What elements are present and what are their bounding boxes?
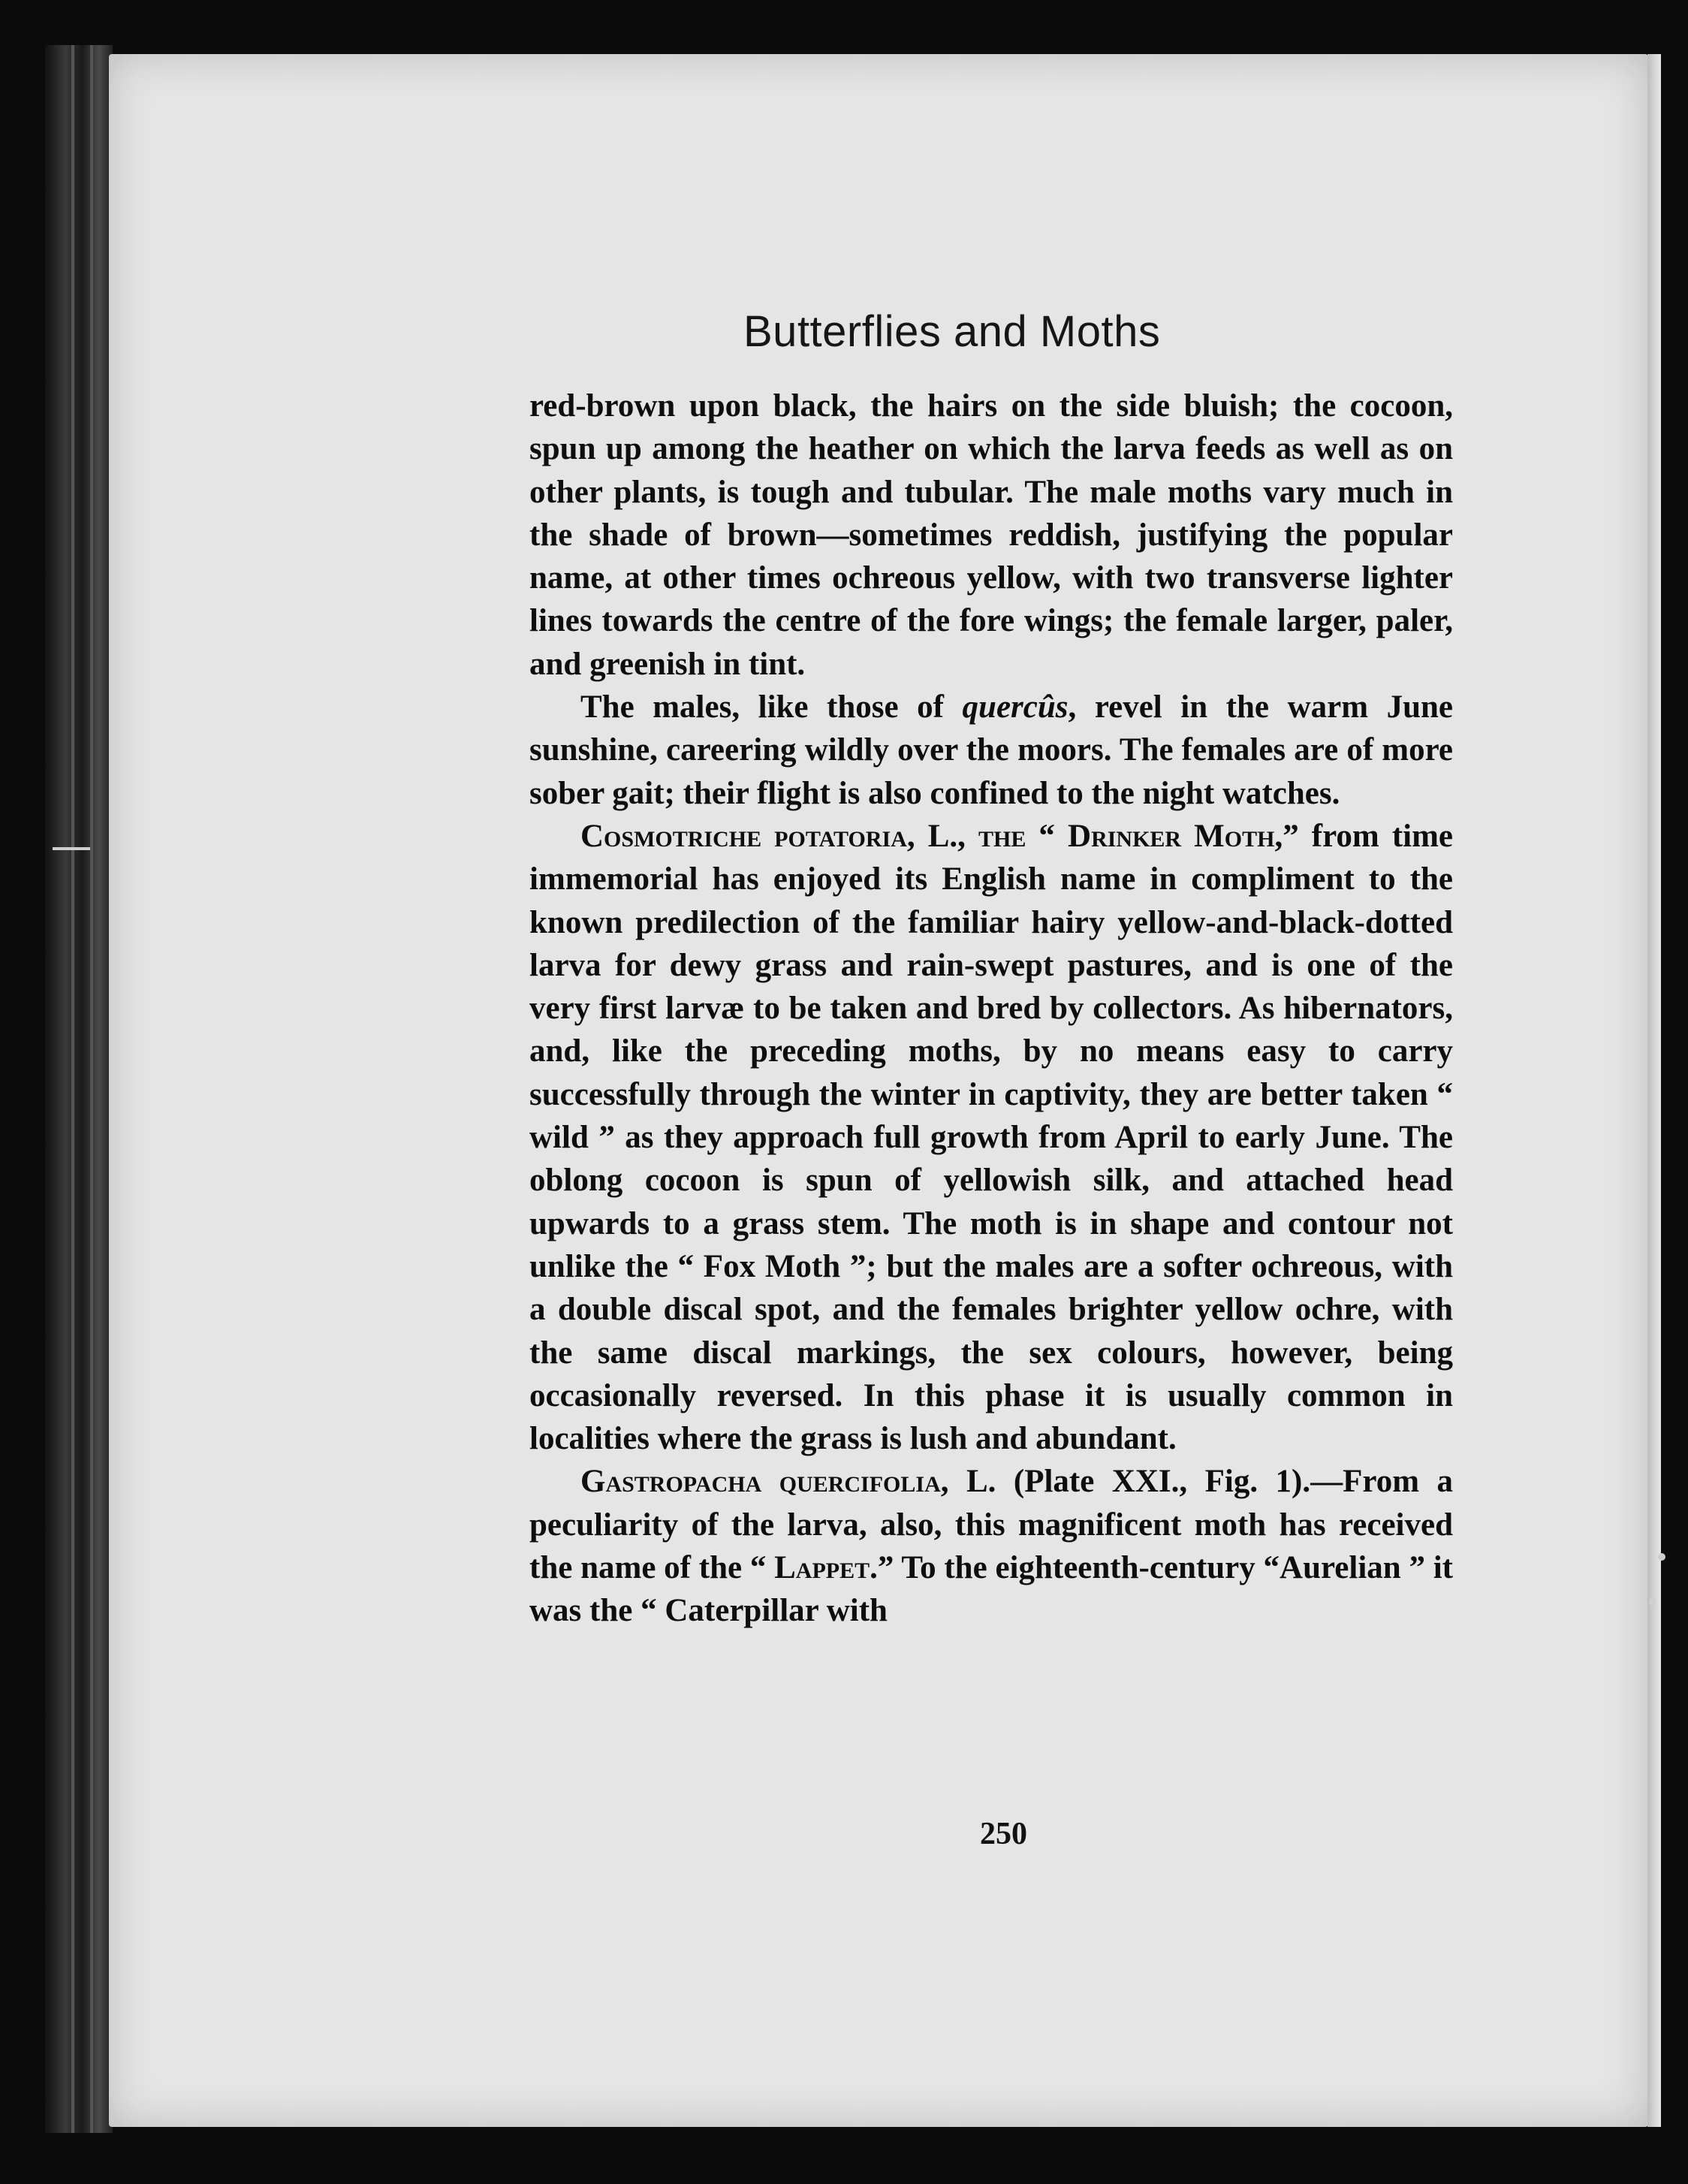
book-spine — [45, 45, 113, 2133]
spine-line — [90, 45, 93, 2133]
frame-mark — [1658, 1553, 1665, 1561]
frame-mark — [53, 847, 90, 850]
text-run: The males, like those of — [580, 689, 963, 725]
running-header: Butterflies and Moths — [743, 307, 1161, 356]
paragraph-2 — [529, 686, 1453, 815]
paragraph-4 — [529, 1460, 1453, 1632]
page-number: 250 — [980, 1817, 1027, 1851]
species-name-italic: quercûs — [962, 689, 1069, 725]
paragraph-3 — [529, 815, 1453, 1460]
spine-line — [71, 45, 74, 2133]
paragraph-1 — [529, 385, 1453, 686]
species-heading: Gastropacha quercifolia, L. — [580, 1464, 996, 1500]
page-edge — [1647, 54, 1661, 2127]
species-heading: Cosmotriche potatoria, L., the “ Drinker Moth,” — [580, 818, 1299, 854]
text-run: , revel in the warm June sunshine, careering wildly over the moors. The females are of more sober gait; their flight is also confined to the night watches. — [529, 689, 1453, 811]
text-run: (Plate XXI., Fig. 1).—From a peculiarity of the larva, also, this magnificent moth has received the name of the “ — [529, 1464, 1453, 1586]
text-run: ” To the eighteenth-century “Aurelian ” it was the “ Caterpillar with — [529, 1550, 1453, 1629]
text-run: red-brown upon black, the hairs on the side bluish; the cocoon, spun up among the heather on which the larva feeds as well as on other plants, is tough and tubular. The male moths vary much in the shade of brown—sometimes reddish, justifying the popular name, at other times ochreous yellow, with two transverse lighter lines towards the centre of the fore wings; the female larger, paler, and greenish in tint. — [529, 388, 1453, 682]
frame-mark — [1649, 1598, 1656, 1606]
text-run: from time immemorial has enjoyed its English name in compliment to the known predilection of the familiar hairy yellow-and-black-dotted larva for dewy grass and rain-swept pastures, and is one of the very first larvæ to be taken and bred by collectors. As hibernators, and, like the preceding moths, by no means easy to carry successfully through the winter in captivity, they are better taken “ wild ” as they approach full growth from April to early June. The oblong cocoon is spun of yellowish silk, and attached head upwards to a grass stem. The moth is in shape and contour not unlike the “ Fox Moth ”; but the males are a softer ochreous, with a double discal spot, and the females brighter yellow ochre, with the same discal markings, the sex colours, however, being occasionally reversed. In this phase it is usually common in localities where the grass is lush and abundant. — [529, 818, 1454, 1457]
common-name-small-caps: Lappet. — [774, 1550, 878, 1586]
body-text — [529, 385, 1453, 1633]
